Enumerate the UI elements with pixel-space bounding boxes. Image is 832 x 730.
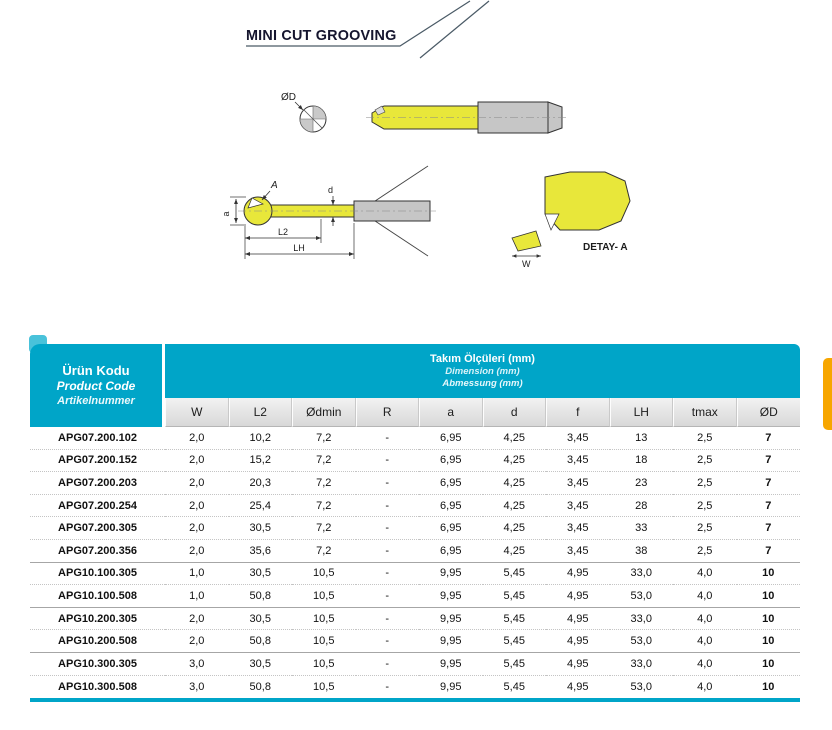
cell-lh: 28 xyxy=(610,495,674,518)
table-row xyxy=(30,427,800,450)
cell-a: 9,95 xyxy=(419,676,483,699)
cell-r: - xyxy=(356,427,420,450)
cell-tmax: 4,0 xyxy=(673,563,737,586)
cell-tmax: 2,5 xyxy=(673,517,737,540)
table-row xyxy=(30,563,800,586)
cell-tmax: 2,5 xyxy=(673,427,737,450)
column-header-w: W xyxy=(165,398,229,427)
lh-dimension-label: LH xyxy=(293,243,305,253)
product-code-cell: APG10.200.508 xyxy=(30,630,165,653)
cell-d: 4,25 xyxy=(483,517,547,540)
cell-tmax: 2,5 xyxy=(673,540,737,563)
dimensions-header xyxy=(165,344,800,398)
column-header-tmax: tmax xyxy=(673,398,737,427)
column-header-l2: L2 xyxy=(229,398,293,427)
cell-d: 4,25 xyxy=(483,495,547,518)
cell-a: 6,95 xyxy=(419,427,483,450)
cell-d: 4,25 xyxy=(483,427,547,450)
cell-w: 2,0 xyxy=(165,450,229,473)
technical-drawing xyxy=(0,0,832,310)
cell-tmax: 2,5 xyxy=(673,495,737,518)
cell-lh: 33,0 xyxy=(610,563,674,586)
cell-l2: 35,6 xyxy=(229,540,293,563)
cell-lh: 53,0 xyxy=(610,630,674,653)
cell-w: 3,0 xyxy=(165,676,229,699)
cell-dmin: 10,5 xyxy=(292,676,356,699)
cell-f: 4,95 xyxy=(546,676,610,699)
table-body xyxy=(30,427,800,698)
product-code-header xyxy=(30,344,165,427)
table-row xyxy=(30,630,800,653)
cell-lh: 18 xyxy=(610,450,674,473)
cell-tmax: 4,0 xyxy=(673,630,737,653)
cell-d: 10 xyxy=(737,585,801,608)
cell-lh: 33,0 xyxy=(610,608,674,631)
cell-lh: 38 xyxy=(610,540,674,563)
product-code-cell: APG10.100.305 xyxy=(30,563,165,586)
column-header-d: d xyxy=(483,398,547,427)
product-code-cell: APG07.200.356 xyxy=(30,540,165,563)
column-header-a: a xyxy=(419,398,483,427)
table-row xyxy=(30,495,800,518)
cell-d: 10 xyxy=(737,653,801,676)
tool-front-view xyxy=(281,92,326,132)
cell-d: 5,45 xyxy=(483,653,547,676)
table-row xyxy=(30,585,800,608)
cell-dmin: 7,2 xyxy=(292,472,356,495)
column-header-lh: LH xyxy=(610,398,674,427)
cell-a: 9,95 xyxy=(419,630,483,653)
cell-r: - xyxy=(356,608,420,631)
table-row xyxy=(30,653,800,676)
cell-a: 9,95 xyxy=(419,563,483,586)
cell-d: 7 xyxy=(737,472,801,495)
cell-a: 9,95 xyxy=(419,653,483,676)
cell-w: 2,0 xyxy=(165,608,229,631)
a-dimension-label: a xyxy=(221,211,231,217)
cell-r: - xyxy=(356,653,420,676)
cell-a: 6,95 xyxy=(419,517,483,540)
cell-f: 3,45 xyxy=(546,495,610,518)
cell-l2: 30,5 xyxy=(229,517,293,540)
cell-d: 7 xyxy=(737,427,801,450)
cell-d: 5,45 xyxy=(483,563,547,586)
cell-l2: 10,2 xyxy=(229,427,293,450)
column-header-d: ØD xyxy=(737,398,801,427)
cell-l2: 50,8 xyxy=(229,676,293,699)
cell-r: - xyxy=(356,450,420,473)
cell-w: 2,0 xyxy=(165,540,229,563)
cell-w: 1,0 xyxy=(165,585,229,608)
cell-a: 9,95 xyxy=(419,585,483,608)
column-header-r: R xyxy=(356,398,420,427)
cell-d: 5,45 xyxy=(483,608,547,631)
cell-dmin: 7,2 xyxy=(292,427,356,450)
cell-d: 5,45 xyxy=(483,676,547,699)
cell-l2: 50,8 xyxy=(229,585,293,608)
cell-dmin: 10,5 xyxy=(292,608,356,631)
detail-ref-label: A xyxy=(271,180,278,191)
cell-l2: 20,3 xyxy=(229,472,293,495)
cell-f: 4,95 xyxy=(546,653,610,676)
cell-d: 10 xyxy=(737,630,801,653)
cell-l2: 15,2 xyxy=(229,450,293,473)
cell-w: 2,0 xyxy=(165,427,229,450)
cell-f: 4,95 xyxy=(546,563,610,586)
cell-dmin: 7,2 xyxy=(292,517,356,540)
cell-r: - xyxy=(356,540,420,563)
cell-tmax: 2,5 xyxy=(673,472,737,495)
table-row xyxy=(30,472,800,495)
cell-dmin: 7,2 xyxy=(292,540,356,563)
cell-l2: 30,5 xyxy=(229,563,293,586)
cell-a: 6,95 xyxy=(419,495,483,518)
d-dimension-label: d xyxy=(328,185,334,195)
cell-d: 4,25 xyxy=(483,540,547,563)
cell-lh: 33,0 xyxy=(610,653,674,676)
cell-d: 10 xyxy=(737,676,801,699)
cell-dmin: 10,5 xyxy=(292,585,356,608)
cell-f: 3,45 xyxy=(546,540,610,563)
column-header-f: f xyxy=(546,398,610,427)
cell-d: 5,45 xyxy=(483,585,547,608)
table-row xyxy=(30,540,800,563)
cell-d: 10 xyxy=(737,563,801,586)
cell-l2: 25,4 xyxy=(229,495,293,518)
product-code-cell: APG10.300.305 xyxy=(30,653,165,676)
cell-r: - xyxy=(356,495,420,518)
od-dimension-label: ØD xyxy=(281,92,296,103)
cell-r: - xyxy=(356,585,420,608)
product-code-header-de: Artikelnummer xyxy=(57,395,135,407)
cell-tmax: 4,0 xyxy=(673,608,737,631)
dimensions-header-tr: Takım Ölçüleri (mm) xyxy=(430,353,535,365)
cell-a: 9,95 xyxy=(419,608,483,631)
cell-r: - xyxy=(356,472,420,495)
tool-dimension-view xyxy=(221,166,436,259)
cell-f: 4,95 xyxy=(546,608,610,631)
product-code-cell: APG10.100.508 xyxy=(30,585,165,608)
cell-w: 2,0 xyxy=(165,630,229,653)
cell-w: 2,0 xyxy=(165,472,229,495)
cell-d: 4,25 xyxy=(483,472,547,495)
cell-lh: 53,0 xyxy=(610,585,674,608)
product-code-cell: APG10.300.508 xyxy=(30,676,165,699)
product-code-cell: APG07.200.152 xyxy=(30,450,165,473)
product-code-cell: APG07.200.102 xyxy=(30,427,165,450)
product-code-cell: APG10.200.305 xyxy=(30,608,165,631)
dimensions-header-de: Abmessung (mm) xyxy=(442,378,523,389)
detail-a-view xyxy=(512,172,630,269)
tool-side-view xyxy=(366,102,568,133)
column-header-dmin: Ødmin xyxy=(292,398,356,427)
cell-l2: 30,5 xyxy=(229,608,293,631)
cell-d: 7 xyxy=(737,540,801,563)
table-row xyxy=(30,676,800,699)
cell-w: 1,0 xyxy=(165,563,229,586)
table-header-row xyxy=(30,344,800,398)
cell-d: 10 xyxy=(737,608,801,631)
cell-dmin: 10,5 xyxy=(292,563,356,586)
cell-tmax: 4,0 xyxy=(673,676,737,699)
detail-view-label: DETAY- A xyxy=(583,242,628,253)
table-row xyxy=(30,450,800,473)
cell-dmin: 10,5 xyxy=(292,653,356,676)
cell-dmin: 7,2 xyxy=(292,495,356,518)
cell-a: 6,95 xyxy=(419,472,483,495)
cell-f: 4,95 xyxy=(546,585,610,608)
cell-f: 3,45 xyxy=(546,517,610,540)
cell-d: 7 xyxy=(737,450,801,473)
cell-d: 7 xyxy=(737,495,801,518)
header-decoration-lines xyxy=(246,1,489,58)
cell-d: 5,45 xyxy=(483,630,547,653)
product-table xyxy=(30,344,800,702)
w-dimension-label: W xyxy=(522,259,531,269)
cell-d: 4,25 xyxy=(483,450,547,473)
cell-r: - xyxy=(356,676,420,699)
cell-a: 6,95 xyxy=(419,540,483,563)
product-code-header-en: Product Code xyxy=(56,379,136,393)
table-row xyxy=(30,517,800,540)
product-code-cell: APG07.200.203 xyxy=(30,472,165,495)
page-title: MINI CUT GROOVING xyxy=(246,27,397,44)
cell-a: 6,95 xyxy=(419,450,483,473)
cell-w: 2,0 xyxy=(165,517,229,540)
cell-f: 3,45 xyxy=(546,450,610,473)
cell-f: 4,95 xyxy=(546,630,610,653)
cell-r: - xyxy=(356,630,420,653)
cell-lh: 53,0 xyxy=(610,676,674,699)
l2-dimension-label: L2 xyxy=(277,227,289,237)
cell-d: 7 xyxy=(737,517,801,540)
dimensions-header-en: Dimension (mm) xyxy=(445,366,520,377)
cell-tmax: 4,0 xyxy=(673,585,737,608)
cell-l2: 50,8 xyxy=(229,630,293,653)
cell-tmax: 2,5 xyxy=(673,450,737,473)
cell-w: 3,0 xyxy=(165,653,229,676)
cell-l2: 30,5 xyxy=(229,653,293,676)
cell-dmin: 7,2 xyxy=(292,450,356,473)
table-row xyxy=(30,608,800,631)
cell-tmax: 4,0 xyxy=(673,653,737,676)
page-edge-tab xyxy=(823,358,832,430)
product-code-header-tr: Ürün Kodu xyxy=(62,363,130,378)
cell-f: 3,45 xyxy=(546,427,610,450)
cell-lh: 13 xyxy=(610,427,674,450)
cell-r: - xyxy=(356,563,420,586)
product-code-cell: APG07.200.305 xyxy=(30,517,165,540)
product-code-cell: APG07.200.254 xyxy=(30,495,165,518)
cell-lh: 23 xyxy=(610,472,674,495)
cell-lh: 33 xyxy=(610,517,674,540)
cell-w: 2,0 xyxy=(165,495,229,518)
cell-r: - xyxy=(356,517,420,540)
cell-f: 3,45 xyxy=(546,472,610,495)
cell-dmin: 10,5 xyxy=(292,630,356,653)
